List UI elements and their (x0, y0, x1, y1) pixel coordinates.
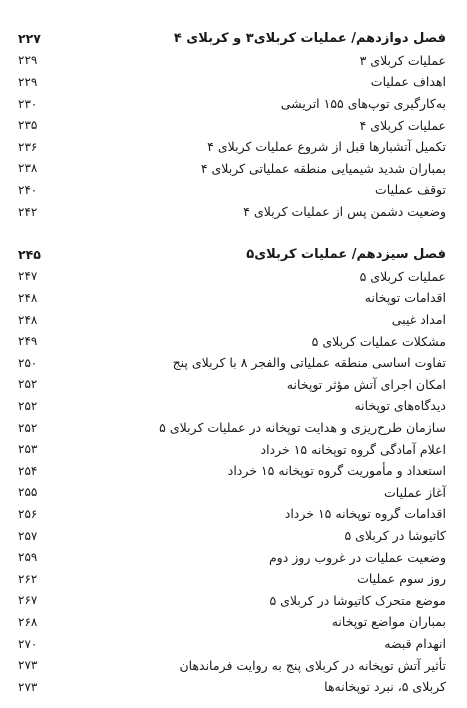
entry-title: توقف عملیات (375, 182, 446, 198)
entry-title: موضع متحرک کاتیوشا در کربلای ۵ (269, 592, 446, 608)
entry-page-number: ۲۳۸ (18, 161, 38, 176)
toc-entry (18, 374, 446, 396)
toc-entry (18, 654, 446, 676)
entry-page-number: ۲۴۲ (18, 204, 38, 219)
toc-entry (18, 287, 446, 309)
entry-title: اقدامات گروه توپخانه ۱۵ خرداد (284, 506, 446, 522)
entry-title: کربلای ۵، نبرد توپخانه‌ها (324, 679, 446, 695)
entry-page-number: ۲۳۰ (18, 96, 38, 111)
toc-entry (18, 482, 446, 504)
toc-entry (18, 590, 446, 612)
entry-page-number: ۲۵۲ (18, 377, 38, 392)
entry-title: بمباران مواضع توپخانه (331, 614, 446, 630)
entry-title: عملیات کربلای ۴ (359, 117, 446, 133)
entry-title: امداد غیبی (391, 312, 446, 328)
chapter-title: فصل دوازدهم/ عملیات کربلای۳ و کربلای ۴ (173, 31, 446, 47)
entry-title: تکمیل آتشبارها قبل از شروع عملیات کربلای ۴ (207, 139, 446, 155)
entry-title: استعداد و مأموریت گروه توپخانه ۱۵ خرداد (227, 463, 446, 479)
toc-entry (18, 633, 446, 655)
toc-entry (18, 136, 446, 158)
entry-page-number: ۲۳۵ (18, 118, 38, 133)
entry-page-number: ۲۵۴ (18, 463, 38, 478)
entry-page-number: ۲۵۳ (18, 442, 38, 457)
entry-page-number: ۲۵۲ (18, 398, 38, 413)
entry-page-number: ۲۴۷ (18, 269, 38, 284)
toc-entry (18, 158, 446, 180)
entry-page-number: ۲۵۵ (18, 485, 38, 500)
entry-title: کاتیوشا در کربلای ۵ (344, 528, 446, 544)
entry-page-number: ۲۷۰ (18, 636, 38, 651)
entry-page-number: ۲۴۸ (18, 312, 38, 327)
entry-page-number: ۲۵۶ (18, 506, 38, 521)
entry-title: عملیات کربلای ۵ (359, 268, 446, 284)
entry-title: تفاوت اساسی منطقه عملیاتی والفجر ۸ با کربلای پنج (172, 355, 446, 371)
entry-title: تأثیر آتش توپخانه در کربلای پنج به روایت فرماندهان (179, 657, 446, 673)
entry-title: آغاز عملیات (384, 484, 446, 500)
entry-page-number: ۲۵۲ (18, 420, 38, 435)
entry-title: اقدامات توپخانه (364, 290, 446, 306)
entry-title: انهدام قبضه (384, 636, 446, 652)
entry-page-number: ۲۶۲ (18, 571, 38, 586)
entry-page-number: ۲۳۶ (18, 139, 38, 154)
entry-title: سازمان طرح‌ریزی و هدایت توپخانه در عملیات کربلای ۵ (159, 420, 446, 436)
toc-entry (18, 309, 446, 331)
entry-title: روز سوم عملیات (357, 571, 446, 587)
entry-page-number: ۲۴۸ (18, 290, 38, 305)
chapter-page-number: ۲۲۷ (18, 31, 41, 47)
chapter-heading (18, 28, 446, 50)
toc-entry (18, 676, 446, 698)
toc-entry (18, 525, 446, 547)
toc-entry (18, 546, 446, 568)
toc-entry (18, 352, 446, 374)
entry-title: عملیات کربلای ۳ (359, 52, 446, 68)
entry-title: به‌کارگیری توپ‌های ۱۵۵ اتریشی (280, 96, 446, 112)
entry-page-number: ۲۵۰ (18, 355, 38, 370)
toc-entry (18, 114, 446, 136)
entry-page-number: ۲۶۷ (18, 593, 38, 608)
entry-page-number: ۲۷۳ (18, 658, 38, 673)
toc-entry (18, 266, 446, 288)
entry-page-number: ۲۷۳ (18, 679, 38, 694)
entry-page-number: ۲۲۹ (18, 74, 38, 89)
chapter-title: فصل سیزدهم/ عملیات کربلای۵ (246, 247, 446, 263)
entry-title: دیدگاه‌های توپخانه (354, 398, 446, 414)
entry-title: امکان اجرای آتش مؤثر توپخانه (286, 376, 446, 392)
toc-entry (18, 438, 446, 460)
toc-entry (18, 568, 446, 590)
chapter-heading (18, 244, 446, 266)
toc-entry (18, 201, 446, 223)
toc-entry (18, 611, 446, 633)
toc-entry (18, 93, 446, 115)
toc-entry (18, 503, 446, 525)
entry-title: بمباران شدید شیمیایی منطقه عملیاتی کربلای ۴ (200, 160, 446, 176)
entry-page-number: ۲۴۹ (18, 334, 38, 349)
toc-entry (18, 50, 446, 72)
entry-title: اهداف عملیات (370, 74, 446, 90)
entry-title: وضعیت عملیات در غروب روز دوم (268, 549, 446, 565)
entry-page-number: ۲۵۷ (18, 528, 38, 543)
toc-entry (18, 179, 446, 201)
entry-title: اعلام آمادگی گروه توپخانه ۱۵ خرداد (260, 441, 446, 457)
entry-title: مشکلات عملیات کربلای ۵ (311, 333, 446, 349)
entry-page-number: ۲۵۹ (18, 550, 38, 565)
chapter-page-number: ۲۴۵ (18, 247, 41, 263)
toc-entry (18, 417, 446, 439)
entry-title: وضعیت دشمن پس از عملیات کربلای ۴ (243, 204, 446, 220)
entry-page-number: ۲۴۰ (18, 182, 38, 197)
toc-entry (18, 330, 446, 352)
entry-page-number: ۲۶۸ (18, 614, 38, 629)
entry-page-number: ۲۲۹ (18, 53, 38, 68)
toc-entry (18, 460, 446, 482)
toc-entry (18, 395, 446, 417)
toc-entry (18, 71, 446, 93)
